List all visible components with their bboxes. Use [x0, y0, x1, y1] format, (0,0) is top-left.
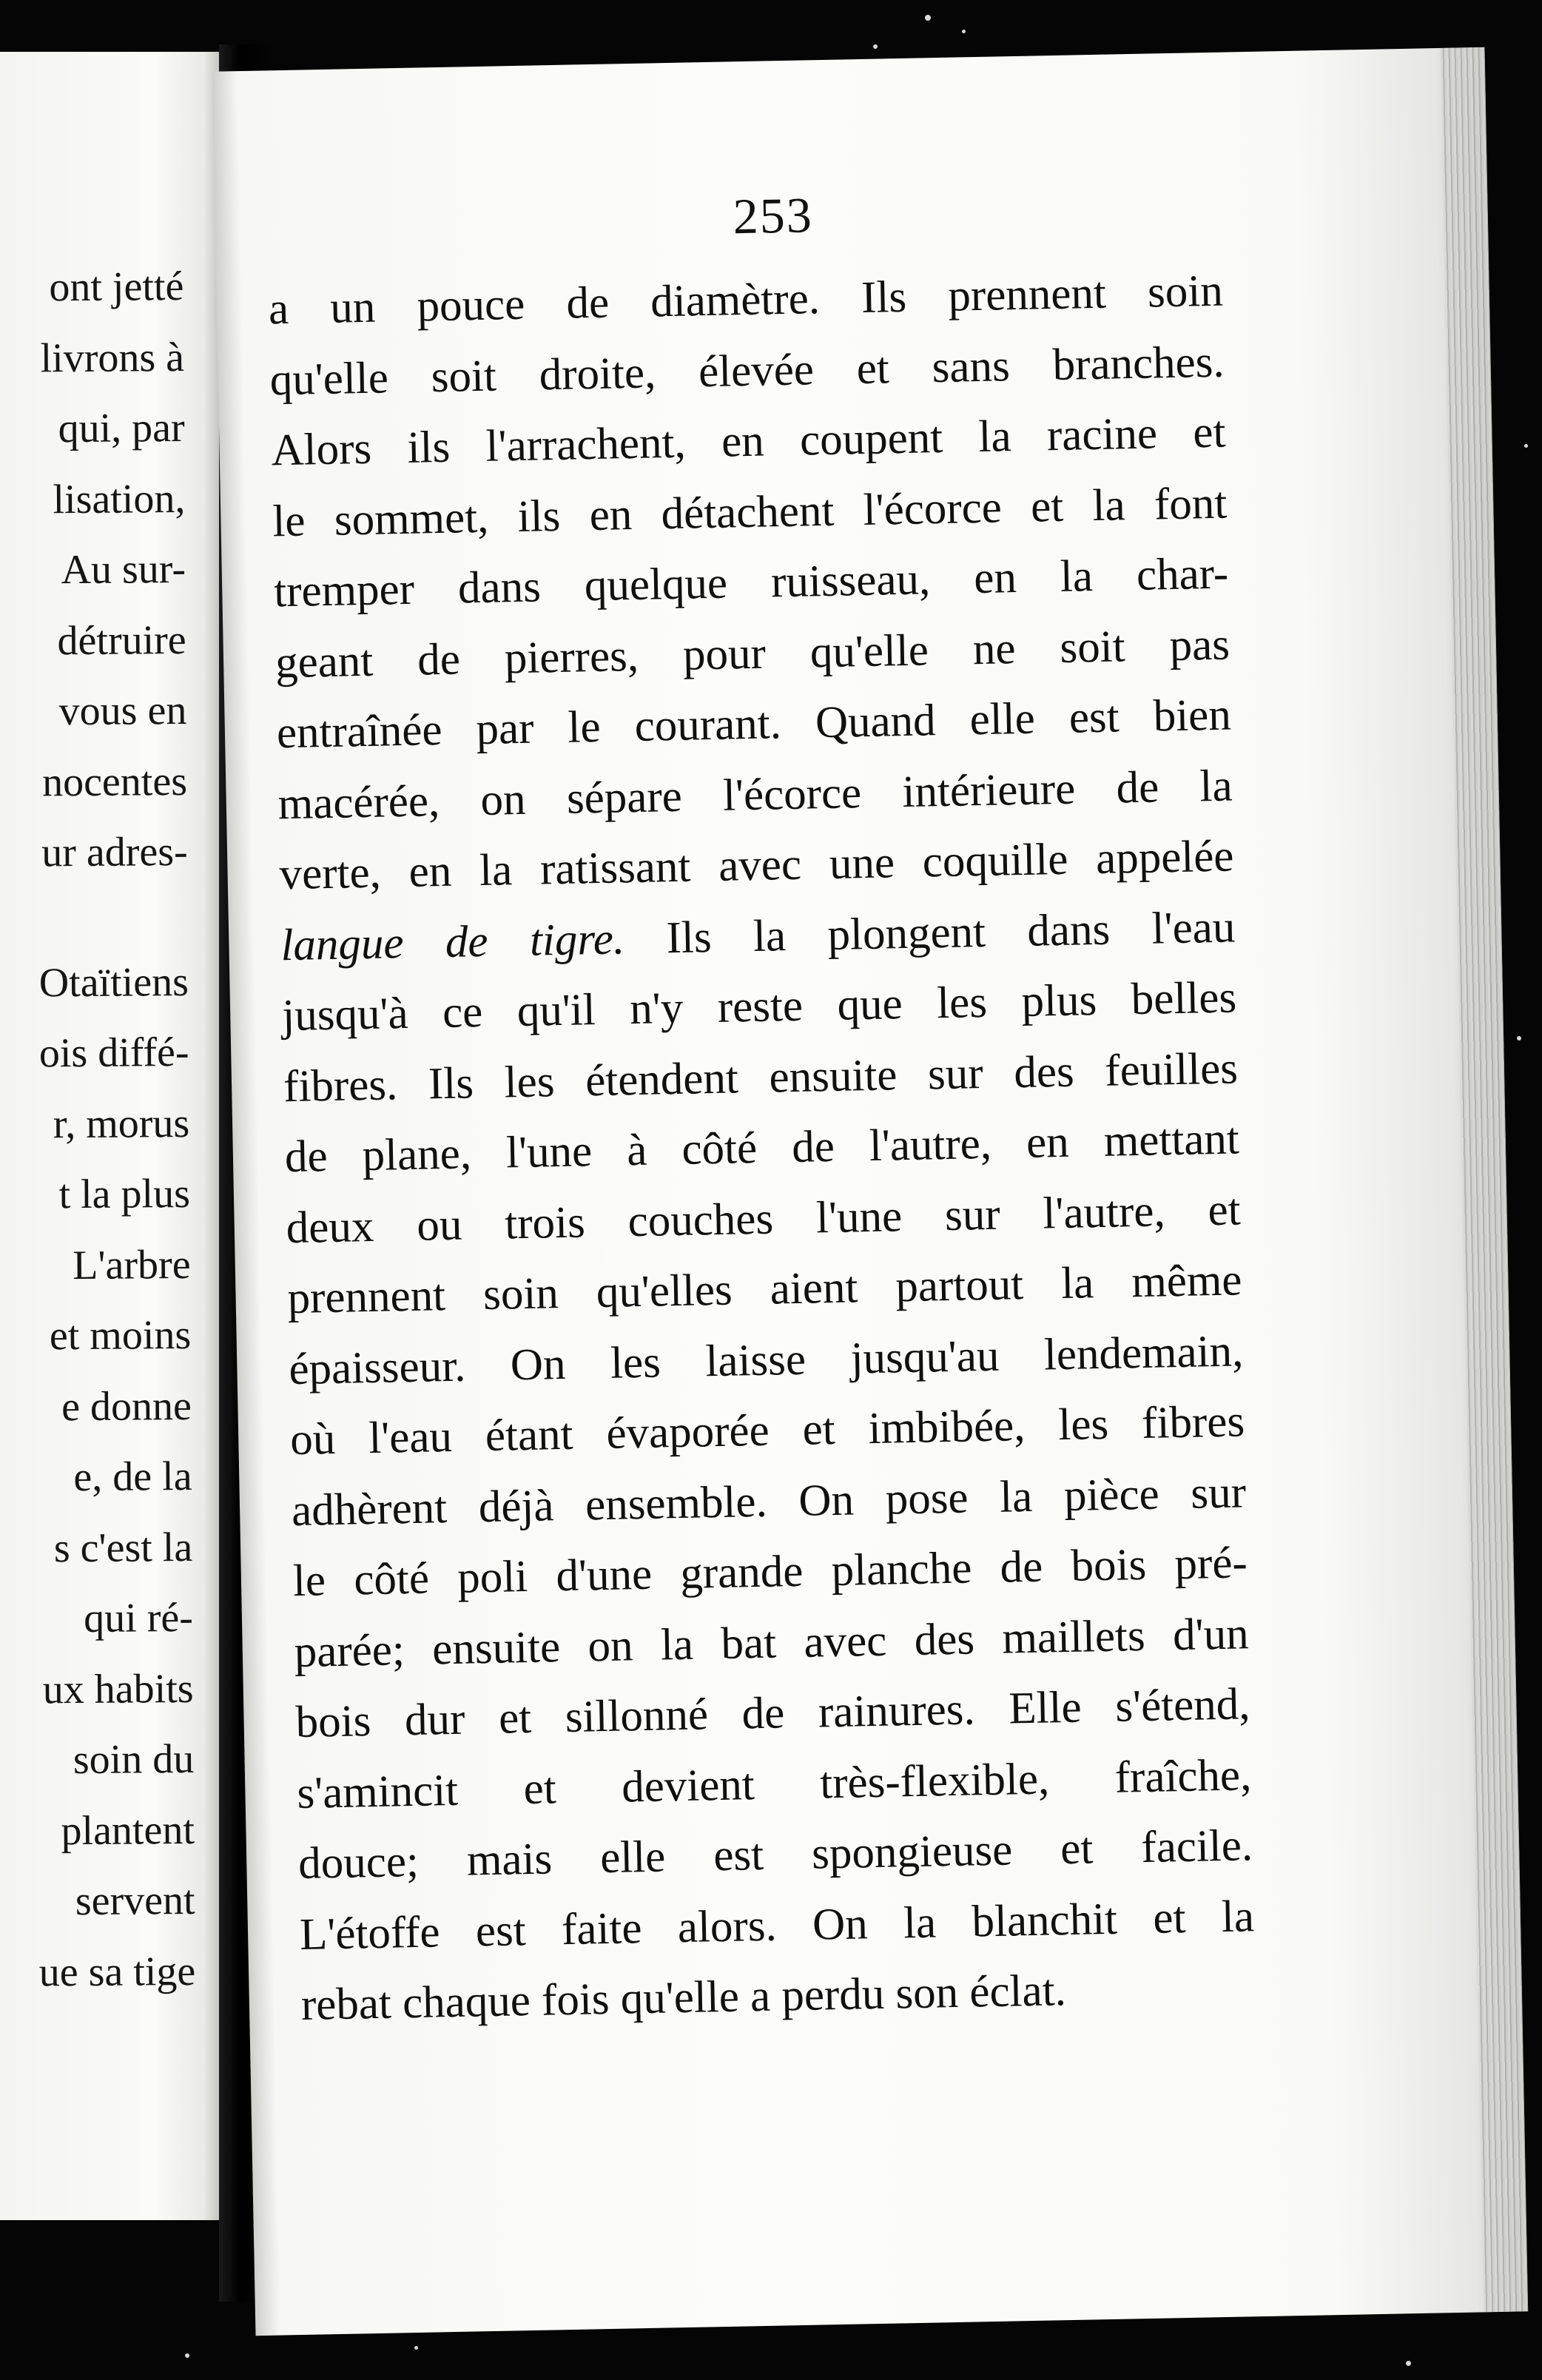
- left-page-line: et moins: [49, 1311, 192, 1359]
- text-line: Alors ils l'arrachent, en coupent la racine et: [270, 407, 1227, 476]
- text-line: verte, en la ratissant avec une coquille appelée: [278, 831, 1235, 900]
- text-line: parée; ensuite on la bat avec des maillets d'un: [294, 1608, 1250, 1677]
- left-page-line: ue sa tige: [38, 1948, 196, 1995]
- scan-speck: [1517, 1036, 1521, 1041]
- left-page-line: e, de la: [73, 1453, 192, 1501]
- scan-speck: [873, 44, 878, 49]
- left-page-line: nocentes: [41, 758, 188, 805]
- text-line: de plane, l'une à côté de l'autre, en mettant: [284, 1114, 1240, 1183]
- left-page-line: r, morus: [53, 1100, 190, 1147]
- text-line: prennent soin qu'elles aient partout la même: [286, 1255, 1243, 1324]
- left-page-line: qui ré-: [83, 1594, 194, 1641]
- scan-speck: [1524, 444, 1528, 448]
- italic-term: langue de tigre.: [280, 913, 625, 970]
- text-line: geant de pierres, pour qu'elle ne soit pas: [275, 619, 1230, 688]
- scan-speck: [925, 15, 931, 21]
- left-page-line: soin du: [73, 1735, 195, 1784]
- scan-speck: [185, 2353, 189, 2358]
- text-line: rebat chaque fois qu'elle a perdu son éclat.: [300, 1966, 1067, 2030]
- left-page-line: ois diffé-: [38, 1029, 189, 1077]
- page-number: 253: [732, 186, 814, 245]
- left-page-line: L'arbre: [73, 1241, 191, 1288]
- text-line: où l'eau étant évaporée et imbibée, les fibres: [289, 1396, 1245, 1465]
- text-line: le côté poli d'une grande planche de bois pré-: [292, 1538, 1248, 1607]
- body-text: [268, 256, 1256, 2041]
- left-page-line: livrons à: [40, 334, 185, 381]
- left-page-line: plantent: [61, 1806, 195, 1854]
- left-page-line: détruire: [57, 616, 186, 664]
- text-line: tremper dans quelque ruisseau, en la char-: [273, 548, 1229, 617]
- text-line: entraînée par le courant. Quand elle est bien: [276, 690, 1232, 759]
- right-page: [212, 47, 1528, 2336]
- text-line: bois dur et sillonné de rainures. Elle s'étend,: [294, 1679, 1251, 1748]
- left-page-line: s c'est la: [53, 1524, 193, 1571]
- text-line: a un pouce de diamètre. Ils prennent soin: [268, 266, 1224, 335]
- left-page-line: qui, par: [58, 404, 185, 452]
- left-page-text: [0, 252, 196, 2011]
- left-page-line: ont jetté: [49, 263, 184, 311]
- left-page-line: vous en: [58, 687, 187, 735]
- text-line: s'amincit et devient très-flexible, fraîche,: [296, 1749, 1252, 1818]
- left-page-line: e donne: [61, 1382, 192, 1430]
- left-page: [0, 52, 222, 2220]
- left-page-line: ux habits: [42, 1665, 194, 1712]
- text-line: macérée, on sépare l'écorce intérieure de la: [277, 761, 1233, 829]
- left-page-line: lisation,: [53, 475, 186, 522]
- text-line: qu'elle soit droite, élevée et sans branches.: [269, 337, 1225, 405]
- scan-speck: [962, 30, 966, 33]
- left-page-line: Otaïtiens: [38, 958, 189, 1006]
- text-line: adhèrent déjà ensemble. On pose la pièce sur: [291, 1467, 1247, 1536]
- left-page-line: ur adres-: [41, 828, 188, 876]
- text-line: épaisseur. On les laisse jusqu'au lendemain,: [288, 1325, 1244, 1394]
- text-line: jusqu'à ce qu'il n'y reste que les plus belles: [281, 972, 1237, 1041]
- text-line: langue de tigre. Ils la plongent dans l'eau: [280, 901, 1236, 970]
- scan-speck: [414, 2346, 418, 2350]
- scan-speck: [1406, 2361, 1411, 2366]
- text-line: douce; mais elle est spongieuse et facile.: [297, 1821, 1253, 1889]
- text-line: deux ou trois couches l'une sur l'autre, et: [286, 1184, 1242, 1253]
- left-page-line: servent: [75, 1877, 195, 1925]
- text-line: le sommet, ils en détachent l'écorce et la font: [272, 478, 1228, 546]
- text-line: fibres. Ils les étendent ensuite sur des feuilles: [283, 1043, 1239, 1112]
- left-page-line: Au sur-: [61, 545, 186, 594]
- text-line: L'étoffe est faite alors. On la blanchit et la: [299, 1891, 1255, 1960]
- left-page-line: t la plus: [58, 1170, 191, 1218]
